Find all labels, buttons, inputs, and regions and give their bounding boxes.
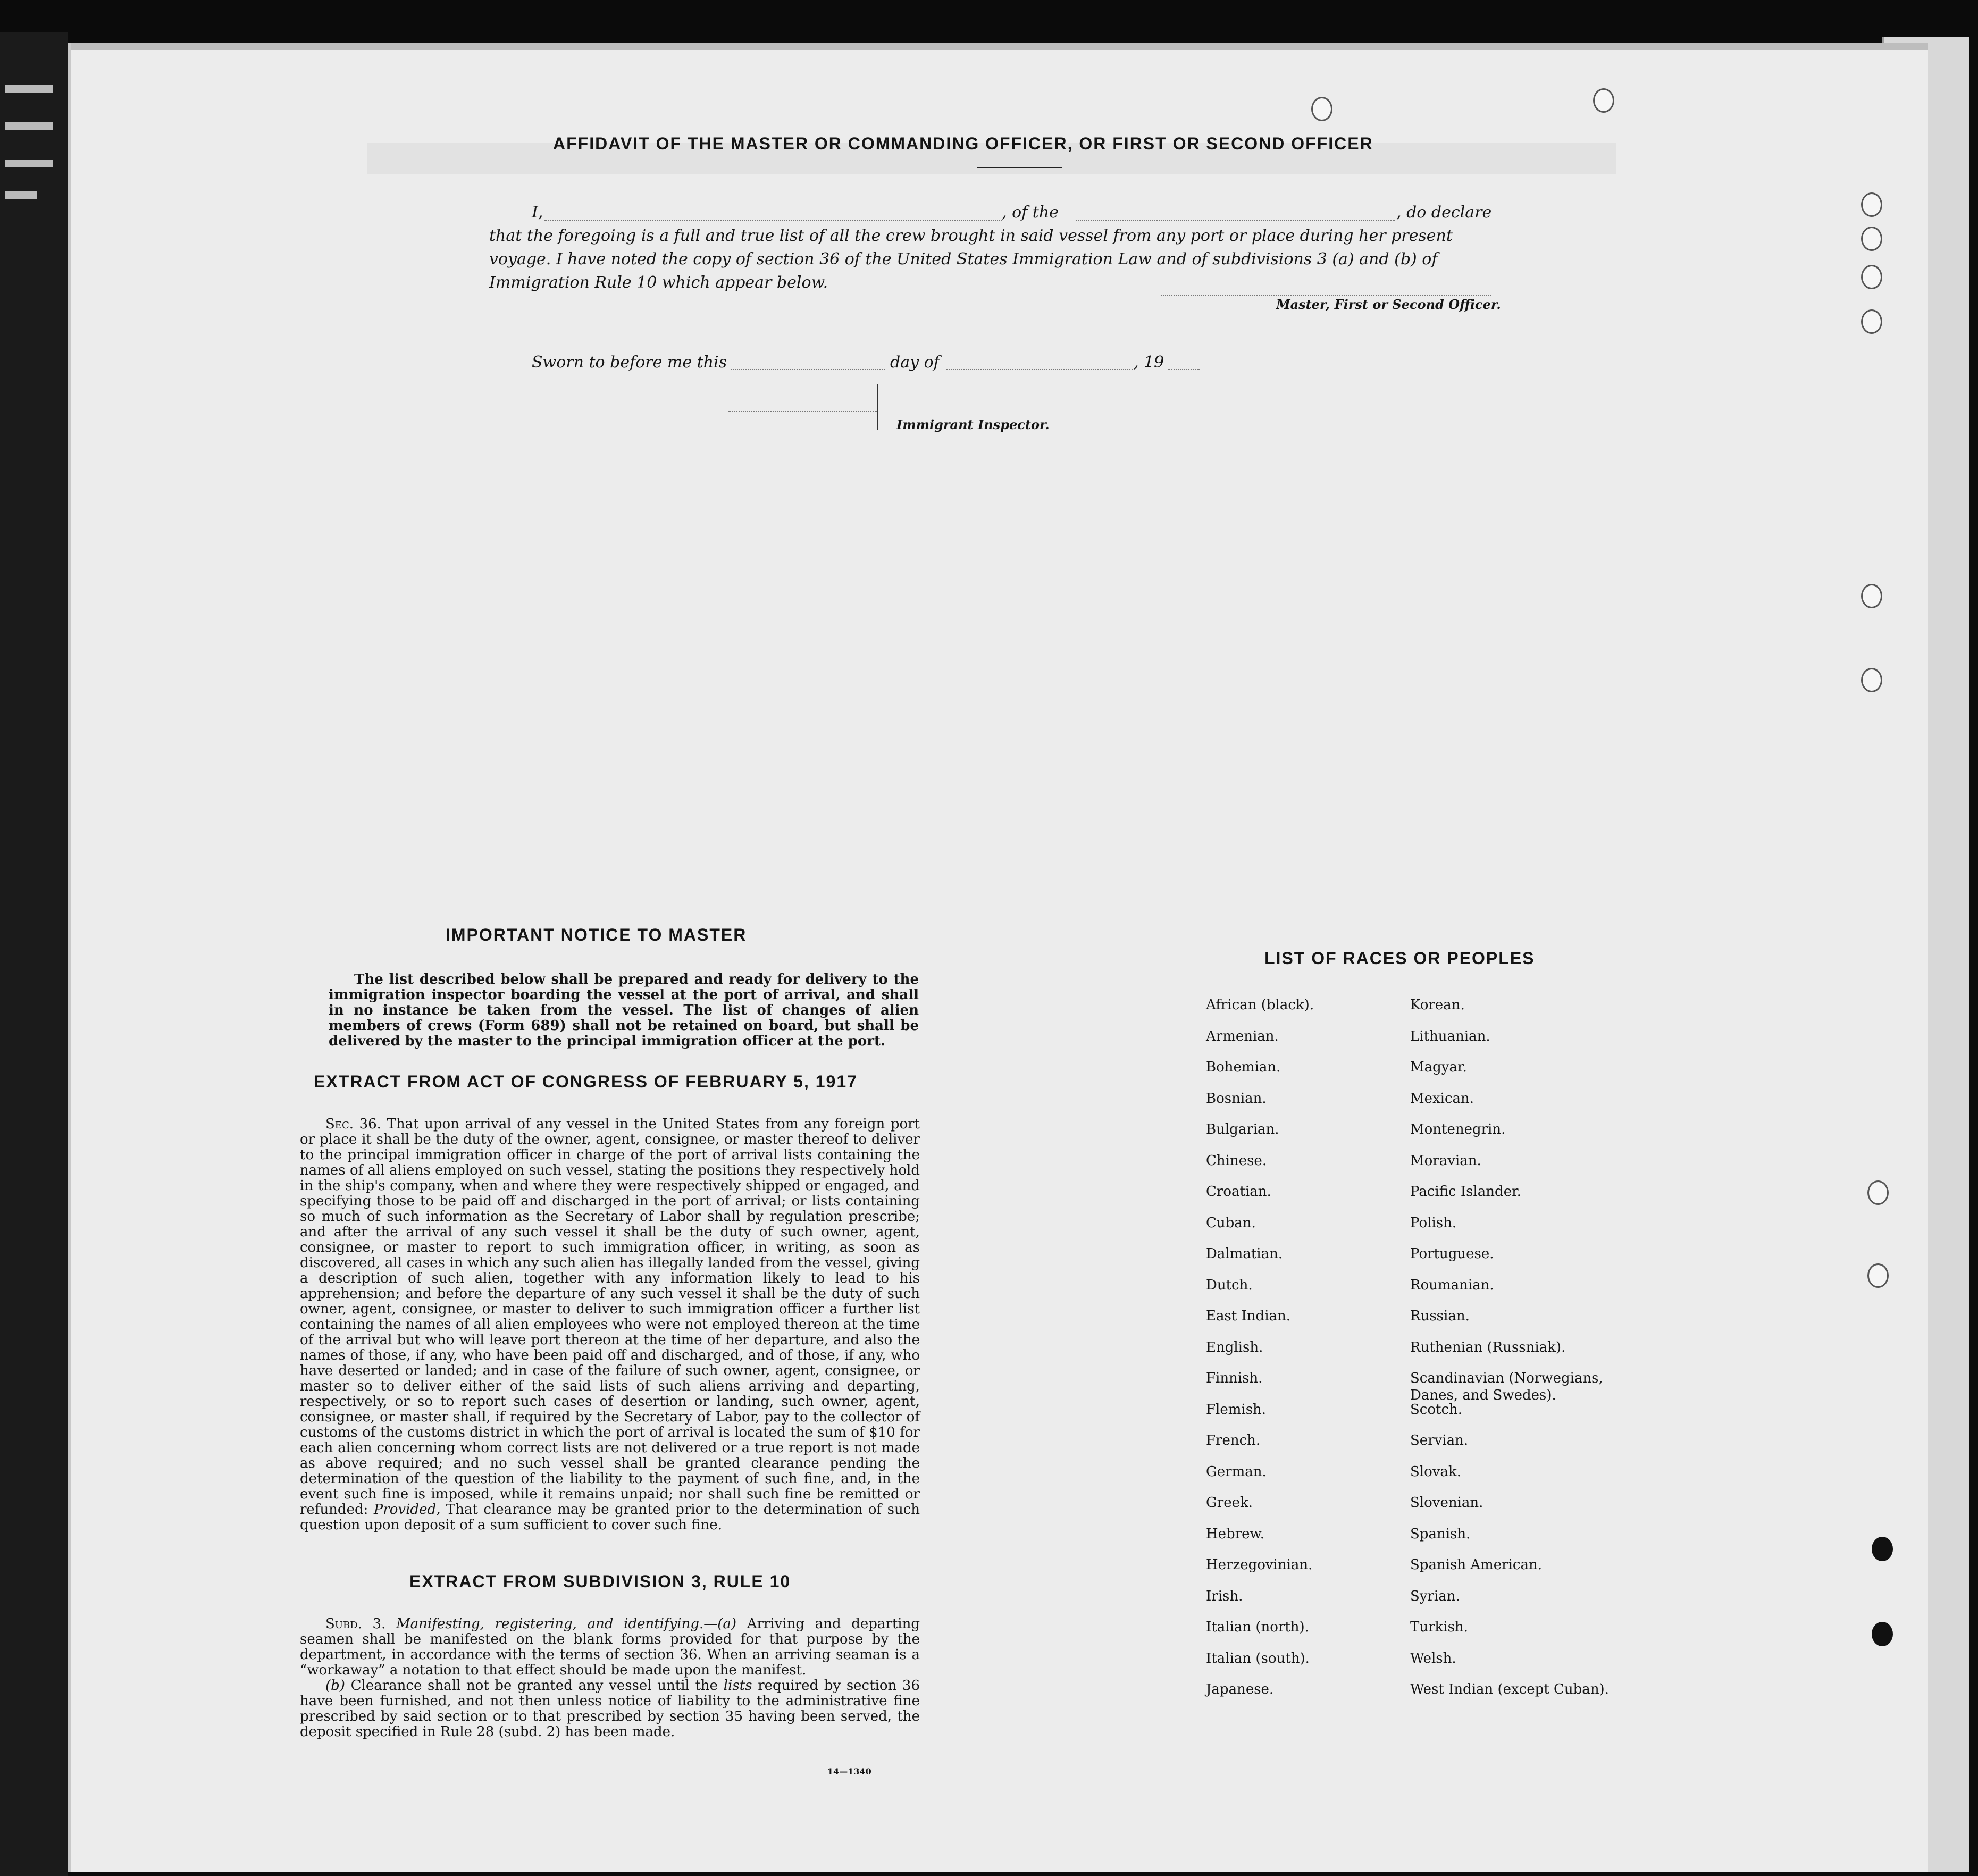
race-item: Montenegrin. [1410, 1121, 1506, 1137]
binder-hole-icon [1872, 1537, 1893, 1561]
vessel-blank[interactable] [1076, 219, 1395, 221]
inspector-blank[interactable] [728, 409, 877, 412]
race-item: Hebrew. [1206, 1526, 1264, 1542]
race-item: Servian. [1410, 1433, 1469, 1448]
binder-hole-icon [1311, 97, 1332, 121]
binder-hole-icon [1867, 1180, 1889, 1205]
binder-hole-icon [1861, 309, 1882, 334]
race-item: Bulgarian. [1206, 1121, 1279, 1137]
divider [977, 167, 1062, 168]
rule-title: EXTRACT FROM SUBDIVISION 3, RULE 10 [409, 1572, 791, 1591]
form-number: 14—1340 [827, 1766, 871, 1777]
affidavit-line-2: that the foregoing is a full and true list of all the crew brought in said vessel from any port or place during her present [489, 227, 1453, 245]
adjacent-page-edge [0, 32, 68, 1876]
race-item: Welsh. [1410, 1650, 1456, 1666]
race-item: Mexican. [1410, 1090, 1474, 1107]
race-item: Korean. [1410, 997, 1465, 1013]
name-blank[interactable] [544, 219, 1002, 221]
race-item: Pacific Islander. [1410, 1184, 1521, 1200]
race-item: Bohemian. [1206, 1059, 1281, 1075]
race-item: Ruthenian (Russniak). [1410, 1339, 1566, 1355]
race-item: French. [1206, 1433, 1261, 1448]
races-title: LIST OF RACES OR PEOPLES [1264, 949, 1535, 968]
binder-hole-icon [1872, 1622, 1893, 1646]
race-item: German. [1206, 1463, 1267, 1480]
notice-title: IMPORTANT NOTICE TO MASTER [446, 925, 747, 944]
sworn-year-blank[interactable] [1168, 368, 1200, 370]
affidavit-title: AFFIDAVIT OF THE MASTER OR COMMANDING OFFICER, OR FIRST OR SECOND OFFICER [553, 134, 1373, 153]
signature-label: Master, First or Second Officer. [1276, 297, 1501, 312]
race-item: Finnish. [1206, 1370, 1263, 1386]
sworn-year: , 19 [1134, 353, 1164, 372]
document-page [68, 43, 1928, 1872]
signature-blank[interactable] [1161, 294, 1491, 296]
race-item: Syrian. [1410, 1588, 1460, 1604]
sworn-day-blank[interactable] [731, 368, 885, 370]
binder-hole-icon [1861, 192, 1882, 217]
race-item: Scandinavian (Norwegians, Danes, and Swedes). [1410, 1370, 1603, 1403]
binder-hole-icon [1861, 227, 1882, 251]
affidavit-of-the: , of the [1002, 203, 1059, 222]
race-item: Italian (north). [1206, 1619, 1309, 1635]
sworn-day-of: day of [890, 353, 940, 372]
race-item: Roumanian. [1410, 1277, 1494, 1293]
races-left-column [1206, 996, 1314, 1712]
binder-hole-icon [1861, 668, 1882, 692]
race-item: Russian. [1410, 1308, 1470, 1324]
race-item: Bosnian. [1206, 1090, 1267, 1107]
race-item: Italian (south). [1206, 1650, 1310, 1666]
race-item: Dutch. [1206, 1277, 1253, 1293]
race-item: Slovak. [1410, 1463, 1461, 1480]
race-item: Armenian. [1206, 1028, 1279, 1044]
affidavit-line-4: Immigration Rule 10 which appear below. [489, 273, 828, 292]
race-item: Greek. [1206, 1495, 1253, 1511]
race-item: Slovenian. [1410, 1495, 1484, 1511]
race-item: Lithuanian. [1410, 1028, 1490, 1044]
binder-hole-icon [1861, 584, 1882, 608]
binder-hole-icon [1867, 1263, 1889, 1288]
race-item: Magyar. [1410, 1059, 1467, 1075]
race-item: Turkish. [1410, 1619, 1468, 1635]
inspector-label: Immigrant Inspector. [896, 417, 1050, 432]
race-item: Spanish. [1410, 1526, 1471, 1542]
notice-text: The list described below shall be prepared and ready for delivery to the immigration inspector boarding the vessel at the port of arrival, and shall in no instance be taken from the vessel. The list of changes of alien members of crews (Form 689) shall not be retained on board, but shall be delivered by the master to the principal immigration officer at the port. [329, 972, 919, 1049]
race-item: Scotch. [1410, 1401, 1463, 1418]
race-item: East Indian. [1206, 1308, 1291, 1324]
affidavit-i: I, [532, 203, 543, 222]
race-item: Moravian. [1410, 1152, 1481, 1169]
race-item: Japanese. [1206, 1681, 1274, 1697]
race-item: African (black). [1206, 997, 1314, 1013]
binder-hole-icon [1861, 265, 1882, 289]
race-item: Chinese. [1206, 1152, 1267, 1169]
binder-hole-icon [1593, 88, 1614, 113]
affidavit-declare: , do declare [1396, 203, 1492, 222]
rule-text: Subd. 3. Manifesting, registering, and identifying.—(a) Arriving and departing seamen shall be manifested on the blank forms provided for that purpose by the department, in accordance with the terms of section 36. When an arriving seaman is a “workaway” a notation to that effect should be made upon the manifest. (b) Clearance shall not be granted any vessel until the lists required by section 36 have been furnished, and not then unless notice of liability to the administrative fine prescribed by said section or to that prescribed by section 35 having been served, the deposit specified in Rule 28 (subd. 2) has been made. [300, 1616, 920, 1740]
race-item: Cuban. [1206, 1215, 1256, 1231]
race-item: Croatian. [1206, 1184, 1271, 1200]
section-label: Sec. 36. [325, 1116, 381, 1132]
race-item: Herzegovinian. [1206, 1557, 1313, 1573]
act-title: EXTRACT FROM ACT OF CONGRESS OF FEBRUARY 5, 1917 [314, 1072, 858, 1091]
race-item: Portuguese. [1410, 1246, 1494, 1262]
race-item: Irish. [1206, 1588, 1243, 1604]
race-item: Polish. [1410, 1215, 1457, 1231]
race-item: Flemish. [1206, 1401, 1267, 1418]
race-item: Spanish American. [1410, 1557, 1543, 1573]
act-text: Sec. 36. That upon arrival of any vessel in the United States from any foreign port or place it shall be the duty of the owner, agent, consignee, or master thereof to deliver to the principal immigration officer in charge of the port of arrival lists containing the names of all aliens employed on such vessel, stating the positions they respectively hold in the ship's company, when and where they were respectively shipped or engaged, and specifying those to be paid off and discharged in the port of arrival; or lists containing so much of such information as the Secretary of Labor shall by regulation prescribe; and after the arrival of any such vessel it shall be the duty of such owner, agent, consignee, or master to report to such immigration officer, in writing, as soon as discovered, all cases in which any such alien has illegally landed from the vessel, giving a description of such alien, together with any information likely to lead to his apprehension; and before the departure of any such vessel it shall be the duty of such owner, agent, consignee, or master to deliver to such immigration officer a further list containing the names of all alien employees who were not employed thereon at the time of the arrival but who will leave port thereon at the time of her departure, and also the names of those, if any, who have been paid off and discharged, and of those, if any, who have deserted or landed; and in case of the failure of such owner, agent, consignee, or master so to deliver either of the said lists of such aliens arriving and departing, respectively, or so to report such cases of desertion or landing, such owner, agent, consignee, or master shall, if required by the Secretary of Labor, pay to the collector of customs of the customs district in which the port of arrival is located the sum of $10 for each alien concerning whom correct lists are not delivered or a true report is not made as above required; and no such vessel shall be granted clearance pending the determination of the question of the liability to the payment of such fine, and, in the event such fine is imposed, while it remains unpaid; nor shall such fine be remitted or refunded: Provided, That clearance may be granted prior to the determination of such question upon deposit of a sum sufficient to cover such fine. [300, 1116, 920, 1533]
sworn-prefix: Sworn to before me this [532, 353, 727, 372]
races-right-column [1410, 996, 1609, 1712]
race-item: English. [1206, 1339, 1263, 1355]
inspector-tick [877, 384, 878, 430]
sworn-month-blank[interactable] [946, 368, 1133, 370]
race-item: Dalmatian. [1206, 1246, 1283, 1262]
race-item: West Indian (except Cuban). [1410, 1681, 1609, 1697]
affidavit-line-3: voyage. I have noted the copy of section 36 of the United States Immigration Law and of subdivisions 3 (a) and (b) of [489, 250, 1438, 269]
